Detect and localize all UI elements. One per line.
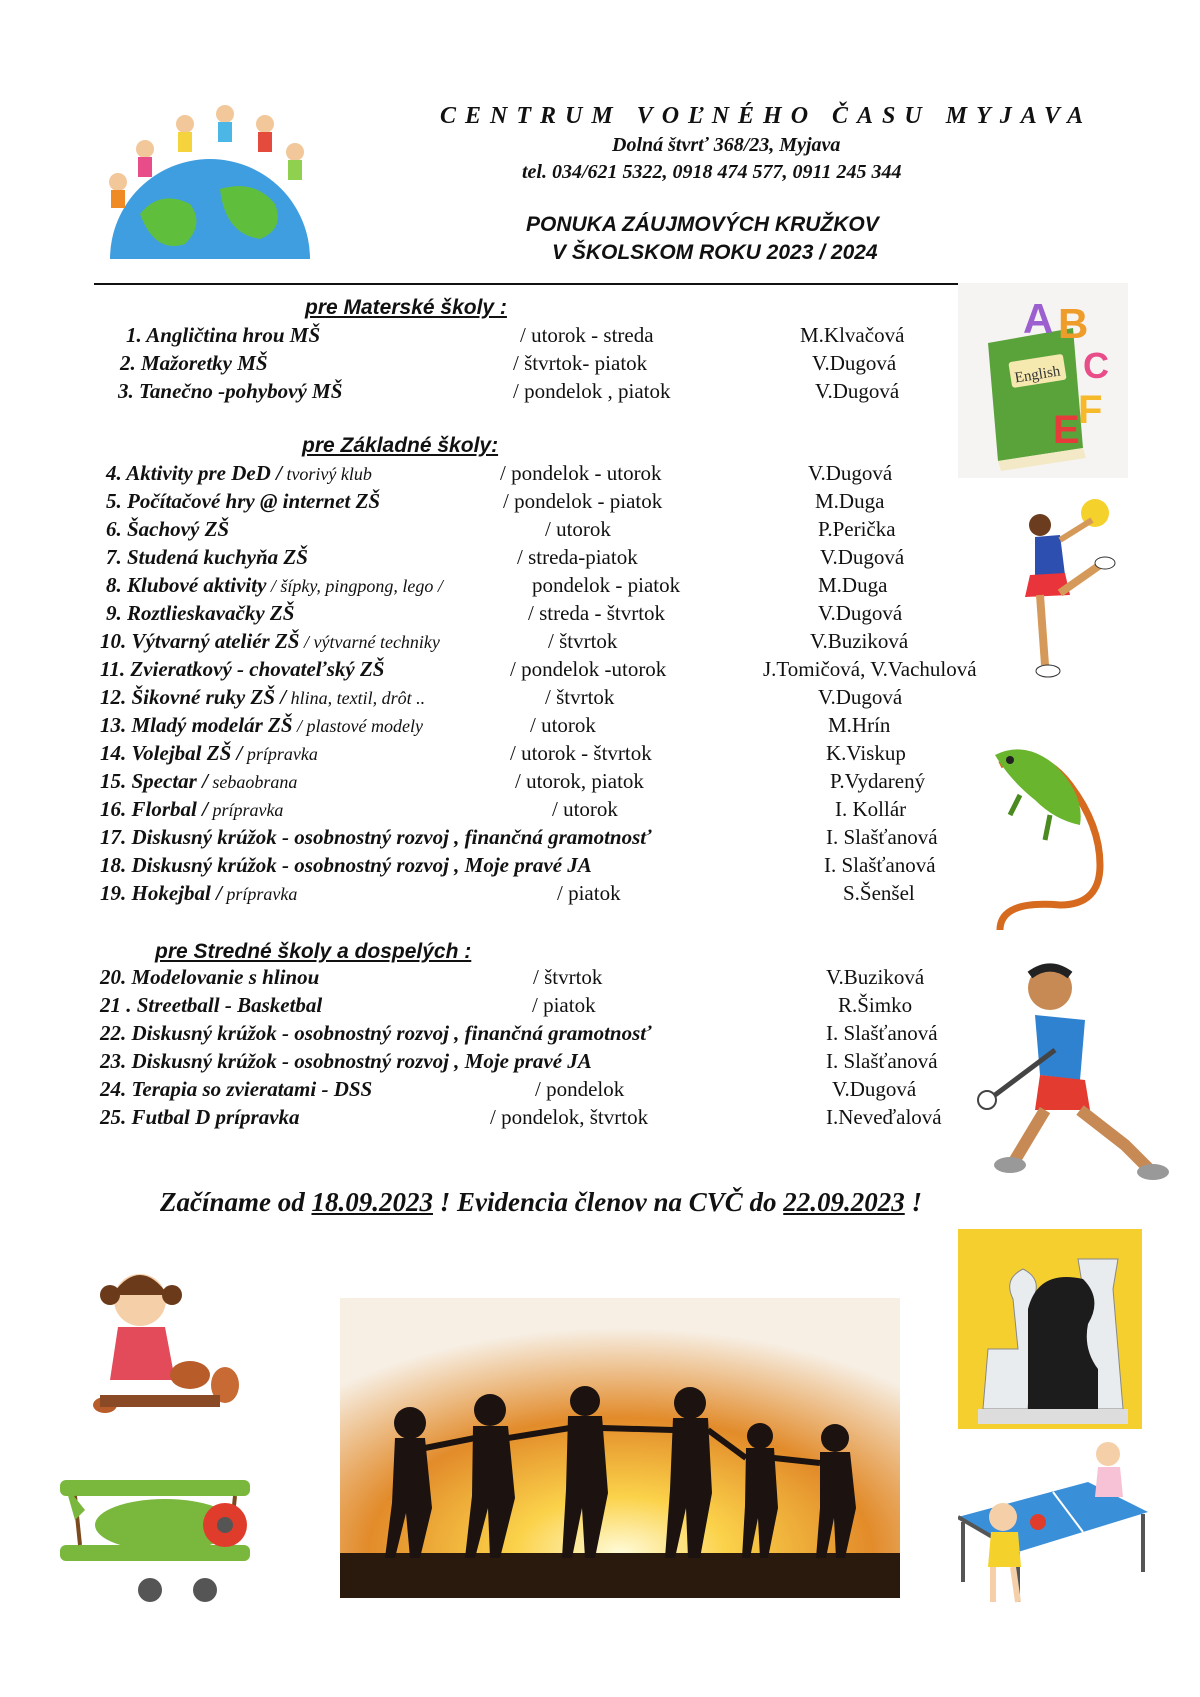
item-leader: I. Slašťanová [824,853,936,877]
list-item [0,685,1200,713]
item-name: 22. Diskusný krúžok - osobnostný rozvoj , finančná gramotnosť [100,1021,652,1045]
item-name: 11. Zvieratkový - chovateľský ZŠ [100,657,385,681]
item-name [100,629,440,654]
item-note: prípravka [221,884,298,904]
notice-text-1: Začíname od [160,1187,312,1217]
item-name: 1. Angličtina hrou MŠ [126,323,321,347]
item-leader: V.Dugová [820,545,905,569]
item-leader: I. Kollár [835,797,907,821]
item-leader: V.Dugová [808,461,893,485]
item-name: 3. Tanečno -pohybový MŠ [118,379,343,403]
item-note: / plastové modely [292,716,423,736]
cheerleader-icon [1010,495,1120,685]
table-tennis-icon [958,1432,1148,1612]
item-name: 9. Roztlieskavačky ZŠ [106,601,295,625]
item-schedule: / streda-piatok [517,545,638,569]
item-leader: I. Slašťanová [826,825,938,849]
item-name-text: 12. Šikovné ruky ZŠ / [100,685,287,709]
start-notice [160,1187,922,1218]
item-name: 20. Modelovanie s hlinou [100,965,320,989]
item-name-text: 16. Florbal / [100,797,208,821]
item-leader: I. Slašťanová [826,1049,938,1073]
svg-text:A: A [1023,295,1054,342]
item-leader: K.Viskup [826,741,906,765]
english-book-icon [958,283,1128,478]
item-name-text: 13. Mladý modelár ZŠ [100,713,293,737]
item-leader: P.Vydarený [830,769,926,793]
pottery-girl-icon [80,1265,245,1425]
item-name [106,461,372,486]
item-leader: I.Neveďalová [826,1105,942,1129]
item-name: 18. Diskusný krúžok - osobnostný rozvoj , Moje pravé JA [100,853,592,877]
item-schedule: / streda - štvrtok [528,601,666,625]
item-note: tvorivý klub [281,464,372,484]
item-name: 17. Diskusný krúžok - osobnostný rozvoj , finančná gramotnosť [100,825,652,849]
item-leader: M.Hrín [828,713,891,737]
item-leader: P.Perička [818,517,896,541]
item-name: 5. Počítačové hry @ internet ZŠ [106,489,381,513]
item-leader: V.Dugová [815,379,900,403]
item-schedule: / utorok [545,517,611,541]
item-leader: V.Dugová [818,685,903,709]
item-name: 25. Futbal D prípravka [100,1105,300,1129]
item-leader: V.Dugová [818,601,903,625]
children-sunset-icon [340,1298,900,1598]
item-leader: S.Šenšel [843,881,915,905]
item-schedule: / štvrtok [545,685,615,709]
item-schedule: / pondelok - utorok [500,461,662,485]
svg-text:F: F [1078,388,1103,432]
svg-text:C: C [1083,345,1109,386]
item-leader: I. Slašťanová [826,1021,938,1045]
item-name: 7. Studená kuchyňa ZŠ [106,545,308,569]
item-schedule: / utorok, piatok [515,769,644,793]
item-schedule: / utorok - streda [520,323,654,347]
item-schedule: / piatok [532,993,596,1017]
item-leader: V.Dugová [812,351,897,375]
iguana-icon [980,735,1130,935]
section-title-secondary: pre Stredné školy a dospelých : [155,940,472,963]
notice-text-2: ! Evidencia členov na CVČ do [432,1187,784,1217]
item-name [100,713,423,738]
item-name [100,797,283,822]
item-note: / výtvarné techniky [299,632,440,652]
chess-pieces-icon [958,1229,1142,1429]
offer-title-line2: V ŠKOLSKOM ROKU 2023 / 2024 [552,241,878,264]
item-schedule: / štvrtok [548,629,618,653]
item-note: sebaobrana [207,772,298,792]
item-leader: V.Dugová [832,1077,917,1101]
section-title-kindergarten: pre Materské školy : [305,296,507,319]
item-note: prípravka [207,800,284,820]
item-name-text: 8. Klubové aktivity [106,573,267,597]
item-name: 23. Diskusný krúžok - osobnostný rozvoj , Moje pravé JA [100,1049,592,1073]
item-schedule: / piatok [557,881,621,905]
start-date: 18.09.2023 [311,1187,433,1217]
item-schedule: / pondelok [535,1077,625,1101]
item-name [100,769,297,794]
earth-kids-icon [100,94,325,259]
item-schedule: / pondelok , piatok [513,379,671,403]
svg-text:E: E [1053,408,1080,452]
item-name [100,685,425,710]
item-schedule: / utorok - štvrtok [510,741,652,765]
item-name [100,741,318,766]
item-leader: R.Šimko [838,993,913,1017]
item-name [106,573,443,598]
item-name: 24. Terapia so zvieratami - DSS [100,1077,373,1101]
svg-text:B: B [1058,300,1089,347]
notice-text-3: ! [904,1187,922,1217]
offer-title-line1: PONUKA ZÁUJMOVÝCH KRUŽKOV [526,213,879,236]
org-name: CENTRUM VOĽNÉHO ČASU MYJAVA [440,103,1093,129]
item-name-text: 15. Spectar / [100,769,208,793]
registration-end-date: 22.09.2023 [783,1187,905,1217]
item-leader: M.Duga [815,489,885,513]
item-name: 21 . Streetball - Basketbal [100,993,323,1017]
item-note: prípravka [242,744,318,764]
item-name-text: 4. Aktivity pre DeD / [106,461,282,485]
item-schedule: / pondelok, štvrtok [490,1105,649,1129]
item-name-text: 14. Volejbal ZŠ / [100,741,243,765]
address: Dolná štvrť 368/23, Myjava [612,134,841,156]
item-leader: V.Buziková [810,629,909,653]
section-title-elementary: pre Základné školy: [302,434,499,457]
svg-text:English: English [1013,363,1062,387]
item-note: / šípky, pingpong, lego / [266,576,443,596]
item-name [100,881,297,906]
item-name-text: 19. Hokejbal / [100,881,222,905]
item-schedule: / štvrtok [533,965,603,989]
item-schedule: / utorok [552,797,618,821]
floorball-player-icon [975,960,1175,1185]
item-leader: V.Buziková [826,965,925,989]
item-leader: M.Duga [818,573,888,597]
item-schedule: / utorok [530,713,596,737]
item-schedule: / štvrtok- piatok [513,351,648,375]
item-name: 2. Mažoretky MŠ [120,351,268,375]
item-leader: M.Klvačová [800,323,905,347]
item-name: 6. Šachový ZŠ [106,517,230,541]
item-name-text: 10. Výtvarný ateliér ZŠ [100,629,300,653]
item-leader: J.Tomičová, V.Vachulová [763,657,977,681]
item-note: hlina, textil, drôt .. [286,688,426,708]
phone-numbers: tel. 034/621 5322, 0918 474 577, 0911 245 344 [522,161,902,183]
item-schedule: / pondelok - piatok [503,489,663,513]
item-schedule: pondelok - piatok [532,573,681,597]
item-schedule: / pondelok -utorok [510,657,667,681]
airplane-icon [55,1450,255,1620]
